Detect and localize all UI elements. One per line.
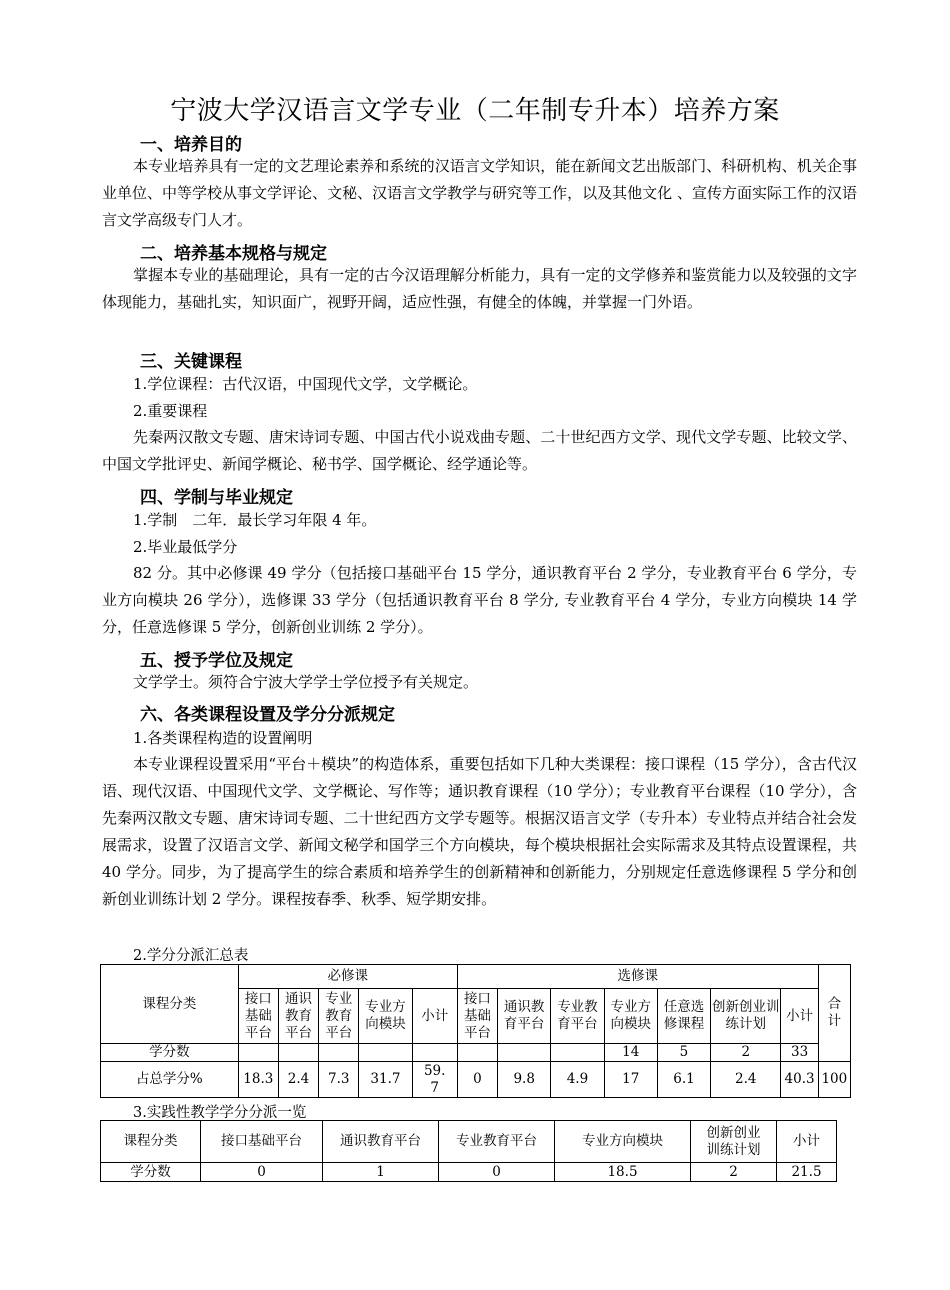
table-cell: [278, 1044, 318, 1062]
section-heading-objectives: 一、培养目的: [140, 135, 242, 155]
table-cell: [457, 1044, 497, 1062]
table-cell: 6.1: [657, 1062, 710, 1098]
column-header: 接口基础平台: [238, 989, 278, 1044]
table-cell: 59.7: [412, 1062, 457, 1098]
column-header: 任意选修课程: [657, 989, 710, 1044]
table-cell: 2.4: [711, 1062, 781, 1098]
section-heading-degree: 五、授予学位及规定: [140, 651, 293, 671]
table-cell: 33: [781, 1044, 818, 1062]
column-header: 专业方向模块: [555, 1121, 691, 1163]
table-cell: 7.3: [319, 1062, 359, 1098]
column-header: 小计: [412, 989, 457, 1044]
table-cell: 0: [439, 1163, 555, 1182]
column-header: 专业方向模块: [604, 989, 657, 1044]
total-header: 合计: [818, 965, 850, 1062]
column-header: 通识教育平台: [278, 989, 318, 1044]
section-text-requirements: 掌握本专业的基础理论，具有一定的古今汉语理解分析能力，具有一定的文学修养和鉴赏能力以及较强的文字体现能力，基础扎实，知识面广，视野开阔，适应性强，有健全的体魄，并掌握一门外语。: [102, 266, 857, 311]
table-row: [101, 1163, 837, 1182]
table-cell: 4.9: [551, 1062, 604, 1098]
course-setup-label: 1.各类课程构造的设置阐明: [133, 729, 313, 747]
column-header: 专业教育平台: [439, 1121, 555, 1163]
column-header: 小计: [781, 989, 818, 1044]
column-header: 通识教育平台: [498, 989, 551, 1044]
table-cell: 0: [457, 1062, 497, 1098]
table-cell: 21.5: [777, 1163, 837, 1182]
practice-credit-table: [100, 1120, 837, 1182]
table-cell: 100: [818, 1062, 850, 1098]
table-cell: 2: [711, 1044, 781, 1062]
table-cell: 2: [691, 1163, 777, 1182]
row-label: 占总学分%: [101, 1062, 239, 1098]
table-cell: 17: [604, 1062, 657, 1098]
table-cell: [359, 1044, 412, 1062]
degree-courses-line: 1.学位课程：古代汉语，中国现代文学，文学概论。: [133, 375, 478, 393]
table1-caption: 2.学分分派汇总表: [133, 948, 249, 964]
credit-summary-table: [100, 964, 851, 1098]
major-courses-label: 2.重要课程: [133, 402, 208, 420]
table-row: [101, 1062, 851, 1098]
row-label: 学分数: [101, 1044, 239, 1062]
table-cell: 2.4: [278, 1062, 318, 1098]
section-heading-course-setup: 六、各类课程设置及学分分派规定: [140, 705, 395, 725]
page-title: 宁波大学汉语言文学专业（二年制专升本）培养方案: [170, 96, 780, 126]
elective-header: 选修课: [457, 965, 818, 989]
column-header: 接口基础平台: [457, 989, 497, 1044]
table-cell: 31.7: [359, 1062, 412, 1098]
section-heading-requirements: 二、培养基本规格与规定: [140, 244, 327, 264]
table-cell: [412, 1044, 457, 1062]
course-setup-text: 本专业课程设置采用“平台＋模块”的构造体系，重要包括如下几种大类课程：接口课程（15 学分），含古代汉语、现代汉语、中国现代文学、文学概论、写作等；通识教育课程（10 学分）；专业教育平台课程（10 学分），含先秦两汉散文专题、唐宋诗词专题、二十世纪西方文学专题等。根据汉语言文学（专升本）专业特点并结合社会发展需求，设置了汉语言文学、新闻文秘学和国学三个方向模块，每个模块根据社会实际需求及其特点设置课程，共 40 学分。同步，为了提高学生的综合素质和培养学生的创新精神和创新能力，分别规定任意选修课程 5 学分和创新创业训练计划 2 学分。课程按春季、秋季、短学期安排。: [102, 755, 857, 908]
row-label: 学分数: [101, 1163, 201, 1182]
major-courses-text: 先秦两汉散文专题、唐宋诗词专题、中国古代小说戏曲专题、二十世纪西方文学、现代文学专题、比较文学、中国文学批评史、新闻学概论、秘书学、国学概论、经学通论等。: [102, 428, 857, 473]
table-row: [101, 965, 851, 989]
table-cell: 9.8: [498, 1062, 551, 1098]
table-cell: 40.3: [781, 1062, 818, 1098]
column-header: 专业教育平台: [319, 989, 359, 1044]
column-header: 课程分类: [101, 1121, 201, 1163]
table-cell: 1: [323, 1163, 439, 1182]
table-cell: 0: [201, 1163, 323, 1182]
table-cell: 14: [604, 1044, 657, 1062]
section-heading-key-courses: 三、关键课程: [140, 352, 242, 372]
column-header: 创新创业训练计划: [691, 1121, 777, 1163]
column-header: 创新创业训练计划: [711, 989, 781, 1044]
column-header: 专业教育平台: [551, 989, 604, 1044]
required-header: 必修课: [238, 965, 457, 989]
table-cell: [238, 1044, 278, 1062]
min-credits-text: 82 分。其中必修课 49 学分（包括接口基础平台 15 学分，通识教育平台 2 学分，专业教育平台 6 学分，专业方向模块 26 学分），选修课 33 学分（包括通识教育平台 8 学分, 专业教育平台 4 学分，专业方向模块 14 学分，任意选修课 5 学分，创新创业训练 2 学分）。: [102, 564, 857, 636]
table2-caption: 3.实践性教学学分分派一览: [133, 1105, 307, 1121]
table-cell: 5: [657, 1044, 710, 1062]
section-heading-schooling: 四、学制与毕业规定: [140, 488, 293, 508]
section-text-degree: 文学学士。须符合宁波大学学士学位授予有关规定。: [133, 673, 479, 691]
section-text-objectives: 本专业培养具有一定的文艺理论素养和系统的汉语言文学知识，能在新闻文艺出版部门、科研机构、机关企事业单位、中等学校从事文学评论、文秘、汉语言文学教学与研究等工作，以及其他文化 、宣传方面实际工作的汉语言文学高级专门人才。: [102, 157, 857, 229]
table-row: [101, 1044, 851, 1062]
min-credits-label: 2.毕业最低学分: [133, 538, 238, 556]
table-cell: 18.3: [238, 1062, 278, 1098]
schooling-length-line: 1.学制 二年．最长学习年限 4 年。: [133, 511, 377, 529]
table-cell: [498, 1044, 551, 1062]
table-cell: [551, 1044, 604, 1062]
column-header: 专业方向模块: [359, 989, 412, 1044]
category-header: 课程分类: [101, 965, 239, 1044]
column-header: 接口基础平台: [201, 1121, 323, 1163]
table-cell: 18.5: [555, 1163, 691, 1182]
table-row: [101, 1121, 837, 1163]
column-header: 通识教育平台: [323, 1121, 439, 1163]
column-header: 小计: [777, 1121, 837, 1163]
table-cell: [319, 1044, 359, 1062]
